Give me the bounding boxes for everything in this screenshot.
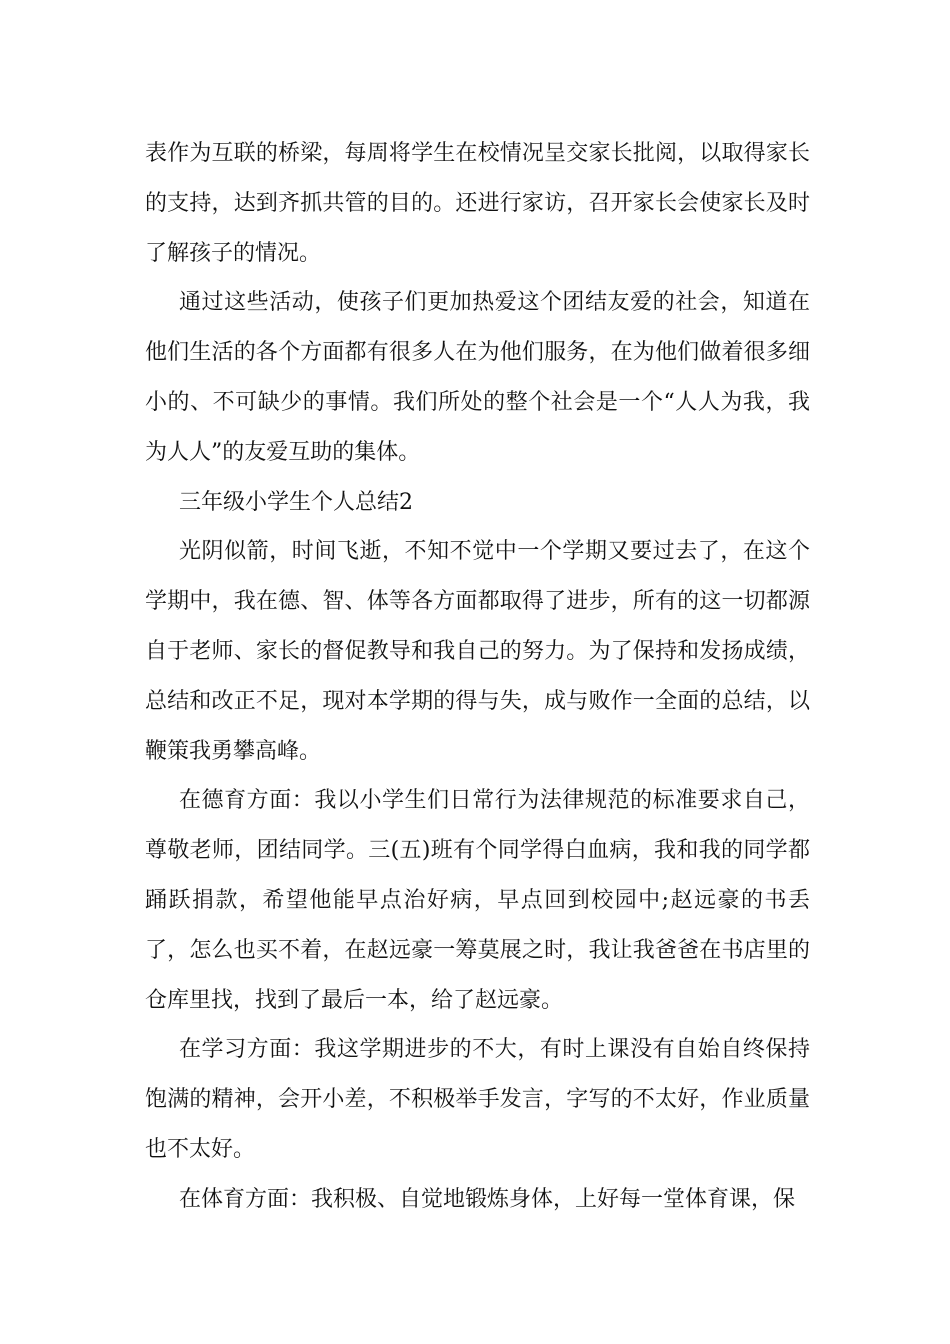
paragraph-study: 在学习方面：我这学期进步的不大，有时上课没有自始自终保持饱满的精神，会开小差，不积极举手发言，字写的不太好，作业质量也不太好。 bbox=[145, 1037, 810, 1162]
paragraph-moral: 在德育方面：我以小学生们日常行为法律规范的标准要求自己，尊敬老师，团结同学。三(五)班有个同学得白血病，我和我的同学都踊跃捐款，希望他能早点治好病，早点回到校园中;赵远豪的书丢了，怎么也买不着，在赵远豪一筹莫展之时，我让我爸爸在书店里的仓库里找，找到了最后一本，给了赵远豪。 bbox=[145, 788, 810, 1013]
section-heading: 三年级小学生个人总结2 bbox=[179, 489, 413, 515]
document-body bbox=[145, 129, 810, 1225]
paragraph-2: 通过这些活动，使孩子们更加热爱这个团结友爱的社会，知道在他们生活的各个方面都有很多人在为他们服务，在为他们做着很多细小的、不可缺少的事情。我们所处的整个社会是一个“人人为我，我为人人”的友爱互助的集体。 bbox=[145, 290, 810, 465]
paragraph-1: 表作为互联的桥梁，每周将学生在校情况呈交家长批阅，以取得家长的支持，达到齐抓共管的目的。还进行家访，召开家长会使家长及时了解孩子的情况。 bbox=[145, 141, 810, 266]
paragraph-sports: 在体育方面：我积极、自觉地锻炼身体，上好每一堂体育课，保 bbox=[179, 1186, 796, 1212]
paragraph-3: 光阴似箭，时间飞逝，不知不觉中一个学期又要过去了，在这个学期中，我在德、智、体等各方面都取得了进步，所有的这一切都源自于老师、家长的督促教导和我自己的努力。为了保持和发扬成绩，总结和改正不足，现对本学期的得与失，成与败作一全面的总结，以鞭策我勇攀高峰。 bbox=[145, 539, 810, 764]
